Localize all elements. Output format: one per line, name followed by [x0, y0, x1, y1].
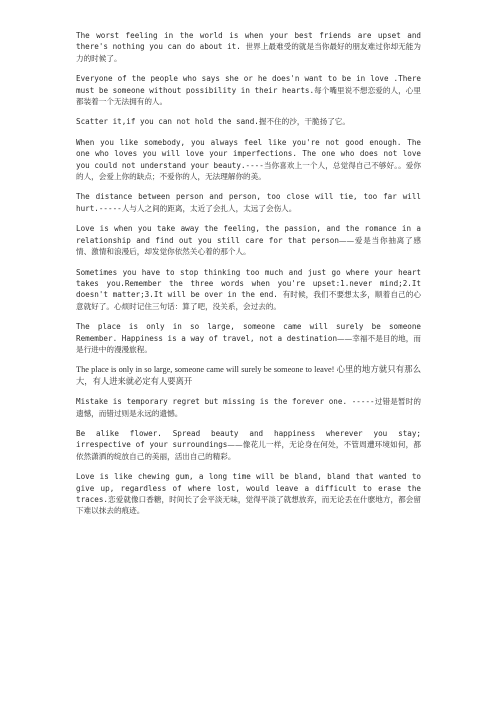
english-text: Everyone of the people who says she or he does'n want to be in love .There must be someone without possibility in their hearts.	[76, 74, 421, 95]
chinese-text: 当你喜欢上一个人，总觉得自己不够好。。爱你的人，会爱上你的缺点；不爱你的人，无法理解你的美。	[76, 160, 421, 182]
english-text: The place is only in so large, someone came will surely be someone to leave!	[76, 365, 335, 375]
english-text: Be alike flower. Spread beauty and happiness wherever you stay; irrespective of your surroundings	[76, 428, 421, 450]
chinese-text: 人与人之间的距离，太近了会扎人，太远了会伤人。	[121, 203, 297, 213]
paragraph-10	[76, 396, 421, 419]
english-text: Mistake is temporary regret but missing is the forever one. -----	[76, 397, 375, 407]
paragraph-4	[76, 137, 421, 183]
document-page	[76, 30, 421, 526]
paragraph-1	[76, 30, 421, 64]
chinese-text: 世界上最难受的就是当你最好的朋友难过你却无能为力的时候了。	[76, 42, 421, 63]
chinese-text: 握不住的沙，干脆扬了它。	[258, 117, 350, 127]
chinese-text: ——爱是当你抽离了感情、激情和浪漫后，却发觉你依然关心着的那个人。	[76, 235, 421, 257]
paragraph-3	[76, 116, 421, 127]
chinese-text: ——像花儿一样，无论身在何处，不管周遭环境如何，都依然潇洒的绽放自己的美丽，活出自己的精彩。	[76, 440, 422, 461]
chinese-text: 过错是暂时的遗憾，而错过则是永远的遗憾。	[76, 397, 422, 418]
paragraph-8	[76, 321, 421, 355]
paragraph-9	[76, 364, 421, 387]
paragraph-7	[76, 267, 421, 313]
paragraph-6	[76, 223, 421, 257]
english-text: The place is only in so large, someone came will surely be someone Remember. Happiness is a way of travel, not a destination	[76, 322, 421, 343]
chinese-text: 有时候，我们不要想太多，顺着自己的心意就好了。心烦时记住三句话：算了吧，没关系，会过去的。	[76, 290, 422, 311]
chinese-text: 心里的地方就只有那么大，有人进来就必定有人要离开	[76, 364, 421, 386]
chinese-text: ——幸福不是目的地，而是行进中的漫漫旅程。	[76, 333, 421, 354]
chinese-text: 恋爱就像口香糖，时间长了会平淡无味，觉得平淡了就想放弃，而无论丢在什麽地方，都会留下难以抹去的痕迹。	[76, 495, 421, 516]
english-text: When you like somebody, you always feel like you're not good enough. The one who loves you will love your imperfections. The one who does not love you could not understand your beauty.----	[76, 137, 421, 170]
paragraph-5	[76, 191, 421, 214]
english-text: Sometimes you have to stop thinking too much and just go where your heart takes you.Remember the three words when you're upset:1.never mind;2.It doesn't matter;3.It will be over in the end.	[76, 267, 421, 300]
paragraph-11	[76, 428, 421, 462]
english-text: Love is like chewing gum, a long time will be bland, bland that wanted to give up, regardless of where lost, would leave a difficult to erase the traces.	[76, 472, 421, 504]
english-text: The distance between person and person, too close will tie, too far will hurt.-----	[76, 192, 421, 213]
chinese-text: 每个嘴里说不想恋爱的人，心里都装着一个无法拥有的人。	[76, 85, 421, 107]
english-text: The worst feeling in the world is when your best friends are upset and there's nothing you can do about it.	[76, 31, 421, 52]
english-text: Love is when you take away the feeling, the passion, and the romance in a relationship and find out you still care for that person	[76, 224, 421, 245]
english-text: Scatter it,if you can not hold the sand.	[76, 117, 259, 127]
paragraph-2	[76, 73, 421, 107]
paragraph-12	[76, 471, 421, 517]
